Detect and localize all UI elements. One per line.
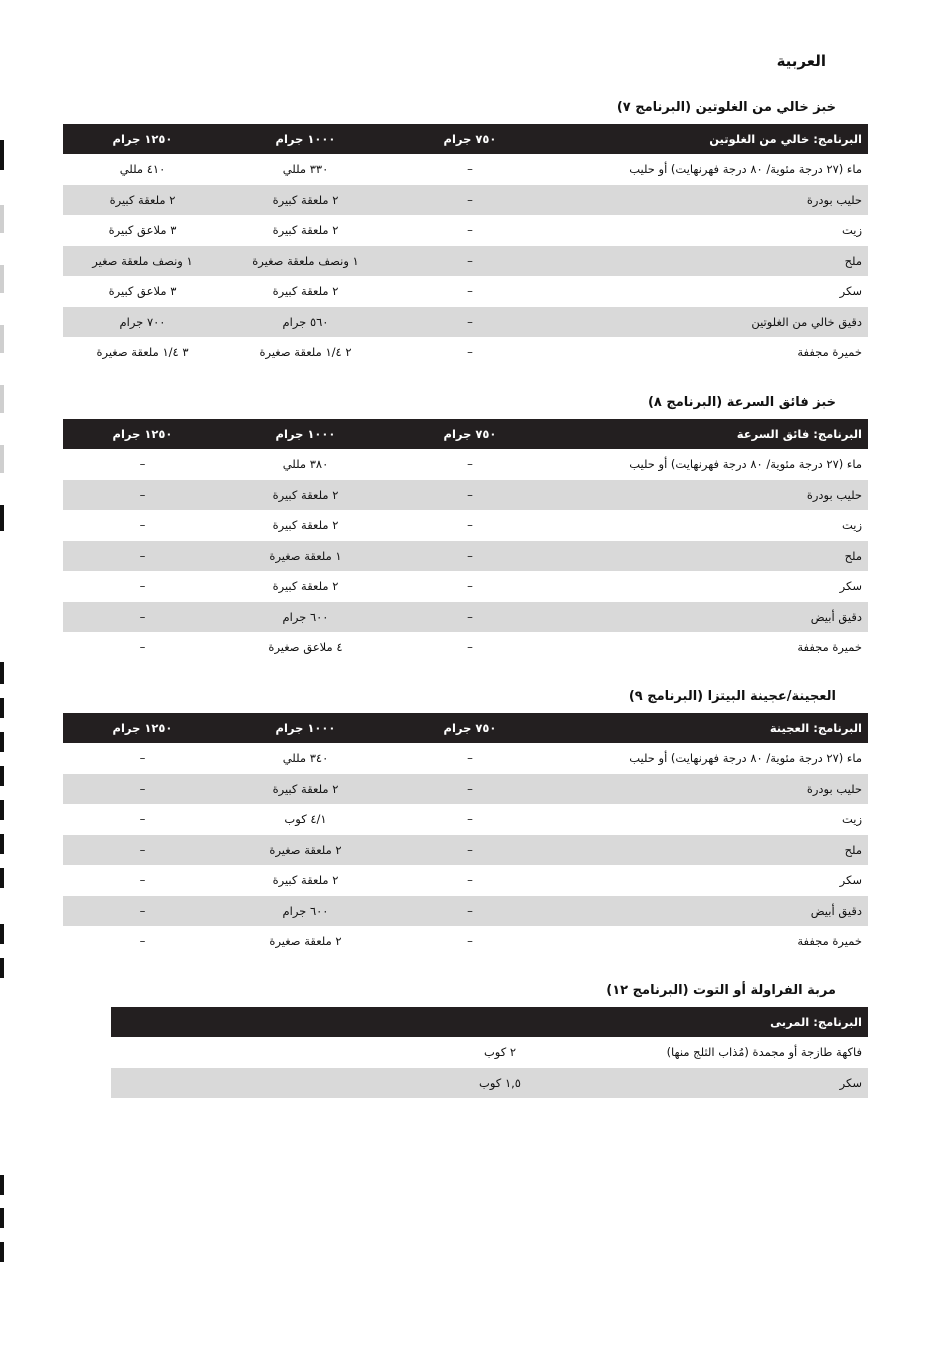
value-cell: ٤١٠ مللي <box>119 162 166 177</box>
ingredient-cell: دقيق أبيض <box>810 903 862 918</box>
recipe-section-dough <box>111 687 868 957</box>
value-cell: – <box>467 253 473 268</box>
table-row <box>63 307 868 338</box>
value-cell: ٢ ملعقة كبيرة <box>272 192 339 207</box>
crop-mark <box>0 265 4 293</box>
crop-mark <box>0 1175 4 1195</box>
value-cell: ٣ ١/٤ ملعقة صغيرة <box>96 345 189 360</box>
ingredient-cell: حليب بودرة <box>806 781 862 796</box>
crop-mark <box>0 800 4 820</box>
value-cell: ١,٥ كوب <box>479 1075 521 1090</box>
value-cell: – <box>139 873 146 888</box>
crop-mark <box>0 732 4 752</box>
value-cell: – <box>139 781 146 796</box>
table-row <box>63 926 868 957</box>
table-row <box>63 541 868 572</box>
table-row <box>63 480 868 511</box>
table-row <box>111 1037 868 1068</box>
value-cell: – <box>467 609 473 624</box>
section-title: خبز خالي من الغلوتين (البرنامج ٧) <box>616 100 836 115</box>
ingredient-cell: سكر <box>839 284 862 299</box>
value-cell: – <box>139 934 146 949</box>
table-row <box>63 804 868 835</box>
crop-mark <box>0 445 4 473</box>
table-header-row <box>111 1007 868 1037</box>
crop-mark <box>0 205 4 233</box>
table-row <box>63 337 868 368</box>
value-cell: – <box>139 457 146 472</box>
value-cell: ٣٤٠ مللي <box>282 751 329 766</box>
value-cell: – <box>467 812 473 827</box>
crop-mark <box>0 505 4 531</box>
table-row <box>63 154 868 185</box>
ingredient-cell: دقيق خالي من الغلوتين <box>751 314 862 329</box>
size-750-header: ٧٥٠ جرام <box>443 721 497 735</box>
value-cell: – <box>467 457 473 472</box>
table-row <box>63 510 868 541</box>
value-cell: ١ ملعقة صغيرة <box>269 548 342 563</box>
table-row <box>63 602 868 633</box>
ingredient-cell: حليب بودرة <box>806 192 862 207</box>
value-cell: – <box>467 873 473 888</box>
ingredient-cell: زيت <box>841 223 862 238</box>
value-cell: – <box>467 518 473 533</box>
size-750-header: ٧٥٠ جرام <box>443 132 497 146</box>
ingredient-cell: ملح <box>844 842 862 857</box>
ingredient-cell: زيت <box>841 812 862 827</box>
value-cell: – <box>467 903 473 918</box>
value-cell: – <box>467 223 473 238</box>
table-row <box>63 896 868 927</box>
value-cell: – <box>467 842 473 857</box>
table-row <box>63 571 868 602</box>
language-heading: العربية <box>776 52 826 70</box>
ingredient-cell: سكر <box>839 1075 862 1090</box>
size-1250-header: ١٢٥٠ جرام <box>112 721 173 735</box>
value-cell: ٢ ملعقة كبيرة <box>272 579 339 594</box>
value-cell: ٢ ملعقة صغيرة <box>269 934 342 949</box>
value-cell: – <box>467 192 473 207</box>
value-cell: ٢ كوب <box>483 1045 517 1060</box>
value-cell: – <box>139 751 146 766</box>
section-title: العجينة/عجينة البيتزا (البرنامج ٩) <box>628 689 836 704</box>
section-title: خبز فائق السرعة (البرنامج ٨) <box>647 395 836 410</box>
value-cell: – <box>467 640 473 655</box>
value-cell: – <box>139 487 146 502</box>
ingredient-cell: سكر <box>839 873 862 888</box>
crop-mark <box>0 662 4 684</box>
value-cell: – <box>467 314 473 329</box>
crop-mark <box>0 924 4 944</box>
value-cell: ٢ ملعقة كبيرة <box>272 518 339 533</box>
ingredient-cell: ملح <box>844 253 862 268</box>
recipe-section-jam <box>111 981 868 1098</box>
crop-mark <box>0 834 4 854</box>
table-row <box>63 835 868 866</box>
size-750-header: ٧٥٠ جرام <box>443 427 497 441</box>
crop-mark <box>0 766 4 786</box>
table-row <box>63 632 868 663</box>
value-cell: ٧٠٠ جرام <box>119 314 166 329</box>
value-cell: ٢ ملعقة كبيرة <box>272 873 339 888</box>
ingredient-cell: ملح <box>844 548 862 563</box>
value-cell: ٥٦٠ جرام <box>282 314 329 329</box>
recipe-table <box>63 124 868 368</box>
program-header: البرنامج: فائق السرعة <box>736 427 862 441</box>
value-cell: ٢ ملعقة كبيرة <box>272 487 339 502</box>
value-cell: ٦٠٠ جرام <box>282 903 329 918</box>
ingredient-cell: خميرة مجففة <box>797 345 862 360</box>
value-cell: – <box>467 487 473 502</box>
value-cell: – <box>467 548 473 563</box>
size-1000-header: ١٠٠٠ جرام <box>275 721 336 735</box>
crop-mark <box>0 958 4 978</box>
ingredient-cell: دقيق أبيض <box>810 609 862 624</box>
recipe-table <box>63 419 868 663</box>
recipe-table <box>63 713 868 957</box>
program-header: البرنامج: خالي من الغلوتين <box>709 132 862 146</box>
table-row <box>63 774 868 805</box>
value-cell: – <box>467 781 473 796</box>
table-row <box>63 743 868 774</box>
table-row <box>63 276 868 307</box>
recipe-table <box>111 1007 868 1098</box>
table-header-row <box>63 713 868 743</box>
value-cell: – <box>139 903 146 918</box>
value-cell: ٣ ملاعق كبيرة <box>108 284 177 299</box>
value-cell: – <box>139 812 146 827</box>
table-row <box>63 185 868 216</box>
crop-mark <box>0 1242 4 1262</box>
table-row <box>111 1068 868 1099</box>
table-row <box>63 246 868 277</box>
value-cell: – <box>467 284 473 299</box>
value-cell: – <box>139 579 146 594</box>
empty-cell <box>111 1037 434 1068</box>
value-cell: ٤/١ كوب <box>284 812 327 827</box>
header-spacer <box>111 1007 434 1037</box>
value-cell: – <box>467 934 473 949</box>
ingredient-cell: خميرة مجففة <box>797 934 862 949</box>
ingredient-cell: فاكهة طازجة أو مجمدة (مُذاب الثلج منها) <box>666 1045 862 1060</box>
crop-mark <box>0 385 4 413</box>
value-cell: – <box>467 162 473 177</box>
value-cell: ٢ ١/٤ ملعقة صغيرة <box>259 345 352 360</box>
value-cell: ٢ ملعقة كبيرة <box>272 284 339 299</box>
crop-mark <box>0 140 4 170</box>
ingredient-cell: حليب بودرة <box>806 487 862 502</box>
crop-mark <box>0 698 4 718</box>
value-cell: ٢ ملعقة كبيرة <box>109 192 176 207</box>
size-1000-header: ١٠٠٠ جرام <box>275 427 336 441</box>
value-cell: ١ ونصف ملعقة صغير <box>92 253 193 268</box>
value-cell: ٣٣٠ مللي <box>282 162 329 177</box>
value-cell: – <box>467 345 473 360</box>
crop-mark <box>0 325 4 353</box>
size-1250-header: ١٢٥٠ جرام <box>112 132 173 146</box>
value-cell: ١ ونصف ملعقة صغيرة <box>252 253 359 268</box>
crop-mark <box>0 868 4 888</box>
size-1000-header: ١٠٠٠ جرام <box>275 132 336 146</box>
ingredient-cell: سكر <box>839 579 862 594</box>
value-cell: ٢ ملعقة صغيرة <box>269 842 342 857</box>
table-row <box>63 449 868 480</box>
value-cell: – <box>139 548 146 563</box>
ingredient-cell: ماء (٢٧ درجة مئوية/ ٨٠ درجة فهرنهايت) أو حليب <box>629 751 862 766</box>
section-title: مربة الفراولة أو التوت (البرنامج ١٢) <box>606 983 836 998</box>
value-cell: ٤ ملاعق صغيرة <box>268 640 343 655</box>
header-spacer <box>434 1007 566 1037</box>
program-header: البرنامج: المربى <box>770 1015 862 1029</box>
value-cell: ٦٠٠ جرام <box>282 609 329 624</box>
crop-mark <box>0 1208 4 1228</box>
value-cell: – <box>139 640 146 655</box>
value-cell: – <box>139 842 146 857</box>
value-cell: ٣٨٠ مللي <box>282 457 329 472</box>
ingredient-cell: زيت <box>841 518 862 533</box>
table-header-row <box>63 419 868 449</box>
ingredient-cell: خميرة مجففة <box>797 640 862 655</box>
value-cell: – <box>467 579 473 594</box>
table-row <box>63 215 868 246</box>
table-header-row <box>63 124 868 154</box>
value-cell: ٣ ملاعق كبيرة <box>108 223 177 238</box>
value-cell: – <box>467 751 473 766</box>
ingredient-cell: ماء (٢٧ درجة مئوية/ ٨٠ درجة فهرنهايت) أو حليب <box>629 162 862 177</box>
ingredient-cell: ماء (٢٧ درجة مئوية/ ٨٠ درجة فهرنهايت) أو حليب <box>629 457 862 472</box>
value-cell: ٢ ملعقة كبيرة <box>272 781 339 796</box>
recipe-section-super-rapid <box>111 393 868 663</box>
value-cell: – <box>139 609 146 624</box>
recipe-section-gluten-free <box>92 98 868 368</box>
program-header: البرنامج: العجينة <box>769 721 862 735</box>
value-cell: ٢ ملعقة كبيرة <box>272 223 339 238</box>
value-cell: – <box>139 518 146 533</box>
empty-cell <box>111 1068 434 1099</box>
size-1250-header: ١٢٥٠ جرام <box>112 427 173 441</box>
table-row <box>63 865 868 896</box>
